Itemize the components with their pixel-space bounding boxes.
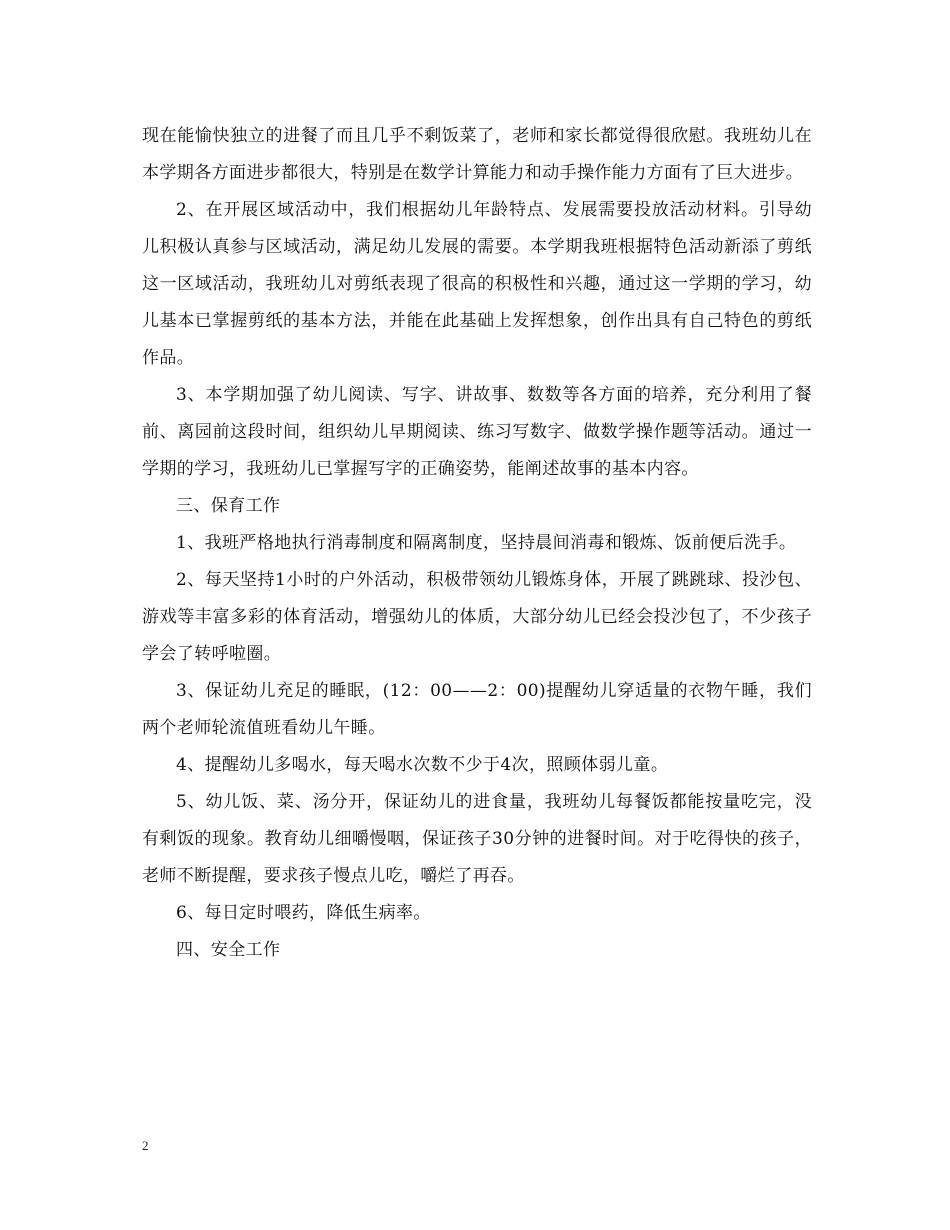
- paragraph-reading-writing: 3、本学期加强了幼儿阅读、写字、讲故事、数数等各方面的培养，充分利用了餐前、离园前这段时间，组织幼儿早期阅读、练习写数字、做数学操作题等活动。通过一学期的学习，我班幼儿已掌握写字的正确姿势，能阐述故事的基本内容。: [142, 385, 812, 479]
- document-body: [142, 118, 812, 969]
- paragraph-sleep: 3、保证幼儿充足的睡眠，(12：00——2：00)提醒幼儿穿适量的衣物午睡，我们两个老师轮流值班看幼儿午睡。: [142, 681, 812, 738]
- paragraph-medicine: 6、每日定时喂药，降低生病率。: [176, 903, 431, 923]
- paragraph-regional-activities: 2、在开展区域活动中，我们根据幼儿年龄特点、发展需要投放活动材料。引导幼儿积极认真参与区域活动，满足幼儿发展的需要。本学期我班根据特色活动新添了剪纸这一区域活动，我班幼儿对剪纸表现了很高的积极性和兴趣，通过这一学期的学习，幼儿基本已掌握剪纸的基本方法，并能在此基础上发挥想象，创作出具有自己特色的剪纸作品。: [142, 200, 812, 368]
- section-heading-care-work: 三、保育工作: [176, 496, 281, 516]
- paragraph-drinking-water: 4、提醒幼儿多喝水，每天喝水次数不少于4次，照顾体弱儿童。: [176, 755, 669, 775]
- paragraph-continuation: 现在能愉快独立的进餐了而且几乎不剩饭菜了，老师和家长都觉得很欣慰。我班幼儿在本学期各方面进步都很大，特别是在数学计算能力和动手操作能力方面有了巨大进步。: [142, 126, 812, 183]
- paragraph-outdoor-activities: 2、每天坚持1小时的户外活动，积极带领幼儿锻炼身体，开展了跳跳球、投沙包、游戏等丰富多彩的体育活动，增强幼儿的体质，大部分幼儿已经会投沙包了，不少孩子学会了转呼啦圈。: [142, 570, 812, 664]
- paragraph-disinfection: 1、我班严格地执行消毒制度和隔离制度，坚持晨间消毒和锻炼、饭前便后洗手。: [176, 533, 797, 553]
- section-heading-safety-work: 四、安全工作: [176, 940, 281, 960]
- paragraph-meals: 5、幼儿饭、菜、汤分开，保证幼儿的进食量，我班幼儿每餐饭都能按量吃完，没有剩饭的现象。教育幼儿细嚼慢咽，保证孩子30分钟的进餐时间。对于吃得快的孩子，老师不断提醒，要求孩子慢点儿吃，嚼烂了再吞。: [142, 792, 812, 886]
- page-number: 2: [142, 1138, 149, 1153]
